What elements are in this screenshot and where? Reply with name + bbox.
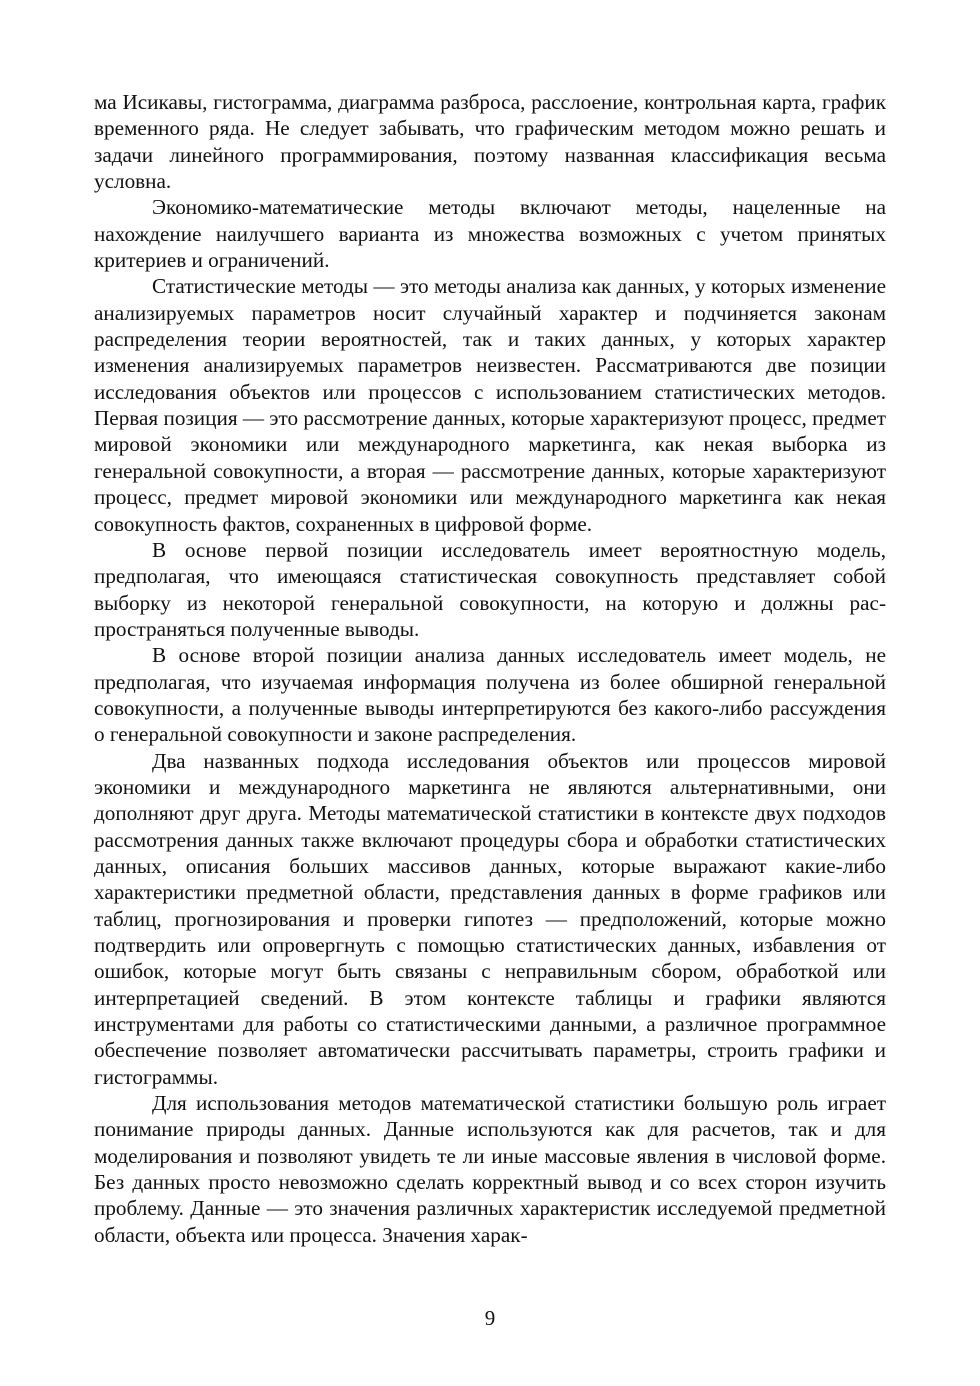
paragraph-6: Два названных подхода исследования объектов или процессов мировой экономики и международного маркетинга не являются альтернативными, они дополняют друг друга. Методы математической статистики в контексте двух подходов рассмотрения данных также включают процедуры сбора и обработки статистических данных, описания больших массивов данных, которые выражают какие-либо характеристики предметной области, представления данных в форме графиков или таблиц, прогнозирования и проверки гипотез — предположений, которые можно подтвердить или опровергнуть с помощью статистических данных, избавления от ошибок, которые могут быть связаны с неправильным сбором, обработкой или интерпретацией сведений. В этом контексте таблицы и графики являются инструментами для работы со статистическими данными, а различное программное обеспечение позволяет автоматически рассчитывать параметры, строить графики и гистограммы.: [94, 748, 886, 1089]
paragraph-4: В основе первой позиции исследователь имеет вероятностную модель, предполагая, что имеющаяся статистическая совокупность представляет собой выборку из некоторой генеральной совокупности, на которую и должны распространяться полученные выводы.: [94, 537, 886, 641]
paragraph-7: Для использования методов математической статистики большую роль играет понимание природы данных. Данные используются как для расчетов, так и для моделирования и позволяют увидеть те ли иные массовые явления в числовой форме. Без данных просто невозможно сделать корректный вывод и со всех сторон изучить проблему. Данные — это значения различных характеристик исследуемой предметной области, объекта или процесса. Значения харак-: [94, 1091, 886, 1247]
paragraph-5: В основе второй позиции анализа данных исследователь имеет модель, не предполагая, что изучаемая информация получена из более обширной генеральной совокупности, а полученные выводы интерпретируются без какого-либо рассуждения о генеральной совокупности и законе распределения.: [94, 643, 886, 747]
paragraph-2: Экономико-математические методы включают методы, нацеленные на нахождение наилучшего варианта из множества возможных с учетом принятых критериев и ограничений.: [94, 195, 886, 273]
page-number: 9: [484, 1306, 496, 1330]
paragraph-1: ма Исикавы, гистограмма, диаграмма разброса, расслоение, контрольная карта, график временного ряда. Не следует забывать, что графическим методом можно решать и задачи линейного программирования, поэтому названная классификация весьма условна.: [94, 90, 886, 194]
page-body: [94, 89, 886, 1248]
paragraph-3: Статистические методы — это методы анализа как данных, у которых изменение анализируемых параметров носит случайный характер и подчиняется законам распределения теории вероятностей, так и таких данных, у которых характер изменения анализируемых параметров неизвестен. Рассматриваются две позиции исследования объектов или процессов с использованием статистических методов. Первая позиция — это рассмотрение данных, которые характеризуют процесс, предмет мировой экономики или международного маркетинга, как некая выборка из генеральной совокупности, а вторая — рассмотрение данных, которые характеризуют процесс, предмет мировой экономики или международного маркетинга как некая совокупность фактов, сохраненных в цифровой форме.: [94, 274, 886, 536]
